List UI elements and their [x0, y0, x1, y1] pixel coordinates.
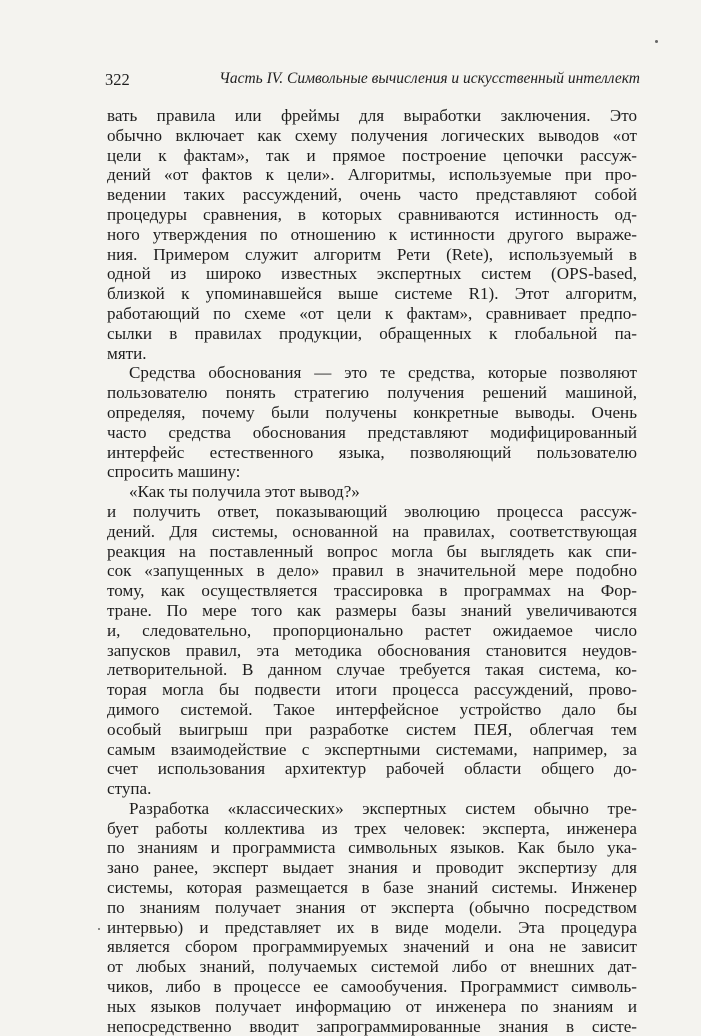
text-line: обычно включает как схему получения логических выводов «от — [107, 125, 637, 145]
text-line: ния. Примером служит алгоритм Рети (Rete), используемый в — [107, 244, 637, 264]
text-line: мяти. — [107, 343, 147, 363]
text-line: бует работы коллектива из трех человек: эксперта, инженера — [107, 818, 637, 838]
text-line: спросить машину: — [107, 462, 241, 482]
text-line: работающий по схеме «от цели к фактам», сравнивает предпо- — [107, 303, 637, 323]
text-line: Средства обоснования — это те средства, которые позволяют — [129, 363, 637, 383]
text-line: интервью) и представляет их в виде модели. Эта процедура — [107, 917, 637, 937]
text-line: дений. Для системы, основанной на правилах, соответствующая — [107, 521, 637, 541]
text-line: по знаниям получает знания от эксперта (обычно посредством — [107, 897, 637, 917]
text-line: счет использования архитектур рабочей области общего до- — [107, 759, 637, 779]
text-line: ведении таких рассуждений, очень часто представляют собой — [107, 185, 637, 205]
text-line: тому, как осуществляется трассировка в программах на Фор- — [107, 581, 637, 601]
text-line: цели к фактам», так и прямое построение цепочки рассуж- — [107, 145, 637, 165]
text-line: сылки в правилах продукции, обращенных к глобальной па- — [107, 323, 637, 343]
text-line: ступа. — [107, 779, 152, 799]
text-line: непосредственно вводит запрограммированные знания в систе- — [107, 1016, 637, 1036]
text-line: особый выигрыш при разработке систем ПЕЯ, облегчая тем — [107, 719, 637, 739]
text-line: интерфейс естественного языка, позволяющий пользователю — [107, 442, 637, 462]
page-body — [107, 106, 637, 1036]
text-line: сок «запущенных в дело» правил в значительной мере подобно — [107, 561, 637, 581]
text-line: «Как ты получила этот вывод?» — [129, 482, 360, 502]
text-line: ных языков получает информацию от инженера по знаниям и — [107, 996, 637, 1016]
text-line: реакция на поставленный вопрос могла бы выглядеть как спи- — [107, 541, 637, 561]
text-line: процедуры сравнения, в которых сравниваются истинность од- — [107, 204, 637, 224]
paragraph — [107, 106, 637, 363]
text-line: димого системой. Такое интерфейсное устройство дало бы — [107, 699, 637, 719]
page-number: 322 — [105, 70, 130, 89]
page-header — [105, 70, 640, 92]
text-line: дений «от фактов к цели». Алгоритмы, используемые при про- — [107, 165, 637, 185]
text-line: близкой к упоминавшейся выше системе R1). Этот алгоритм, — [107, 284, 637, 304]
text-line: и получить ответ, показывающий эволюцию процесса рассуж- — [107, 501, 637, 521]
text-line: вать правила или фреймы для выработки заключения. Это — [107, 106, 637, 125]
text-line: ного утверждения по отношению к истинности другого выраже- — [107, 224, 637, 244]
text-line: самым взаимодействие с экспертными системами, например, за — [107, 739, 637, 759]
text-line: системы, которая размещается в базе знаний системы. Инженер — [107, 878, 637, 898]
text-line: одной из широко известных экспертных систем (OPS-based, — [107, 264, 637, 284]
paragraph — [107, 799, 637, 1036]
text-line: часто средства обоснования представляют модифицированный — [107, 422, 637, 442]
text-line: запусков правил, эта методика обоснования становится неудов- — [107, 640, 637, 660]
text-line: и, следовательно, пропорционально растет ожидаемое число — [107, 620, 637, 640]
scan-speck — [655, 40, 658, 43]
paragraph — [107, 502, 637, 799]
quotation — [107, 482, 637, 502]
text-line: от любых знаний, получаемых системой либо от внешних дат- — [107, 957, 637, 977]
text-line: летворительной. В данном случае требуется такая система, ко- — [107, 660, 637, 680]
running-title: Часть IV. Символьные вычисления и искусственный интеллект — [219, 70, 640, 87]
text-line: Разработка «классических» экспертных систем обычно тре- — [129, 798, 637, 818]
text-line: торая могла бы подвести итоги процесса рассуждений, прово- — [107, 680, 637, 700]
text-line: тране. По мере того как размеры базы знаний увеличиваются — [107, 600, 637, 620]
scan-speck — [98, 928, 100, 930]
text-line: является сбором программируемых значений и она не зависит — [107, 937, 637, 957]
paragraph — [107, 363, 637, 482]
text-line: по знаниям и программиста символьных языков. Как было ука- — [107, 838, 637, 858]
text-line: пользователю понять стратегию получения решений машиной, — [107, 383, 637, 403]
text-line: зано ранее, эксперт выдает знания и проводит экспертизу для — [107, 858, 637, 878]
text-line: определяя, почему были получены конкретные выводы. Очень — [107, 402, 637, 422]
text-line: чиков, либо в процессе ее самообучения. Программист символь- — [107, 977, 637, 997]
